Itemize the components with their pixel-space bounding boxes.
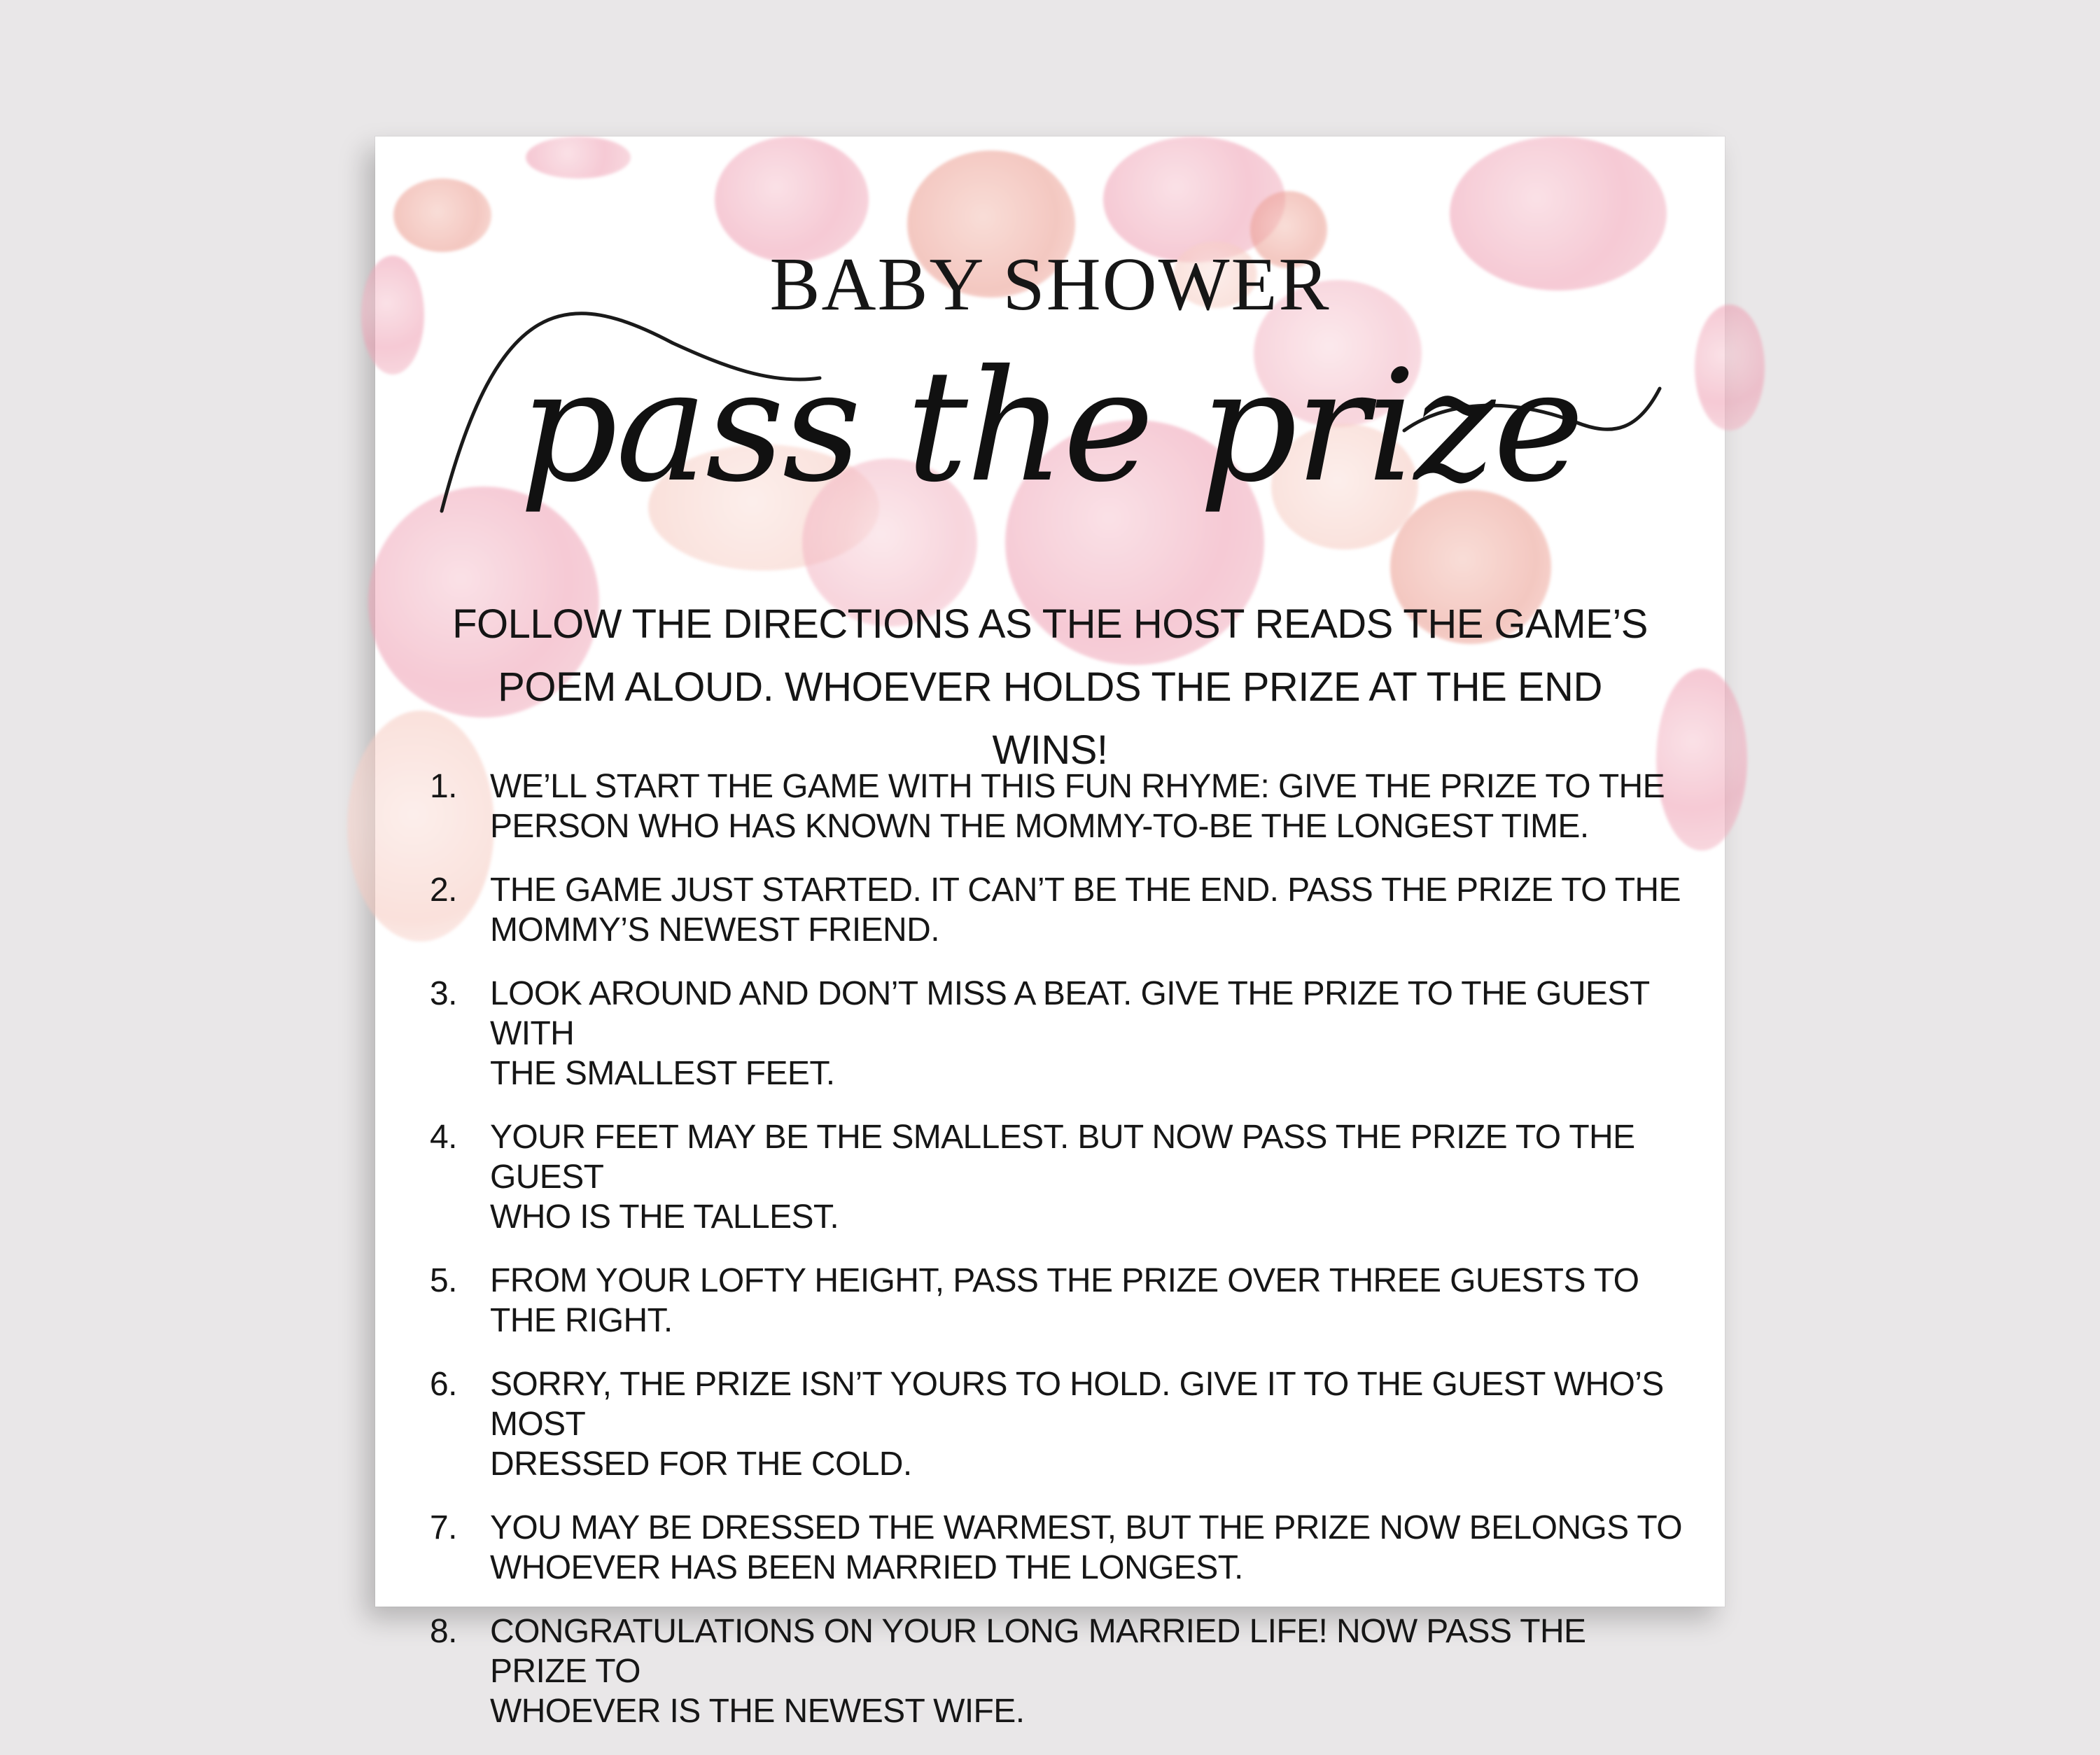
step-line: YOU MAY BE DRESSED THE WARMEST, BUT THE PRIZE NOW BELONGS TO: [490, 1509, 1682, 1546]
step-number: 2.: [430, 872, 457, 909]
step-text: [490, 974, 1683, 1093]
step-line: CONGRATULATIONS ON YOUR LONG MARRIED LIFE! NOW PASS THE PRIZE TO: [490, 1613, 1586, 1690]
step-item: [430, 1611, 1683, 1731]
step-item: [430, 1117, 1683, 1237]
step-line: WHOEVER HAS BEEN MARRIED THE LONGEST.: [490, 1549, 1243, 1586]
script-title: pass the prize: [519, 337, 1583, 516]
step-text: [490, 1611, 1683, 1731]
overline-title: BABY SHOWER: [769, 243, 1331, 326]
step-text: [490, 767, 1683, 846]
step-list: [430, 767, 1683, 1755]
game-instructions: [452, 593, 1648, 782]
card-content: [375, 137, 1725, 1730]
step-line: THE GAME JUST STARTED. IT CAN’T BE THE END. PASS THE PRIZE TO THE: [490, 872, 1681, 909]
step-number: 4.: [430, 1119, 457, 1156]
instruction-line: FOLLOW THE DIRECTIONS AS THE HOST READS THE GAME’S: [452, 601, 1648, 647]
instruction-line: POEM ALOUD. WHOEVER HOLDS THE PRIZE AT THE END WINS!: [498, 664, 1602, 773]
step-text: [490, 870, 1683, 950]
step-number: 6.: [430, 1366, 457, 1403]
script-title-wrap: [442, 312, 1660, 557]
step-text: [490, 1261, 1683, 1341]
step-item: [430, 974, 1683, 1093]
step-line: MOMMY’S NEWEST FRIEND.: [490, 911, 939, 949]
step-number: 5.: [430, 1262, 457, 1299]
step-line: THE SMALLEST FEET.: [490, 1055, 835, 1092]
step-line: WHO IS THE TALLEST.: [490, 1198, 839, 1236]
step-line: WE’LL START THE GAME WITH THIS FUN RHYME: GIVE THE PRIZE TO THE: [490, 768, 1665, 805]
step-number: 3.: [430, 975, 457, 1012]
printable-card: [375, 137, 1725, 1730]
step-text: [490, 1117, 1683, 1237]
step-line: WHOEVER IS THE NEWEST WIFE.: [490, 1693, 1025, 1730]
step-line: FROM YOUR LOFTY HEIGHT, PASS THE PRIZE OVER THREE GUESTS TO THE RIGHT.: [490, 1262, 1639, 1339]
step-item: [430, 1261, 1683, 1341]
step-item: [430, 870, 1683, 950]
step-text: [490, 1364, 1683, 1484]
step-number: 7.: [430, 1509, 457, 1546]
step-line: SORRY, THE PRIZE ISN’T YOURS TO HOLD. GIVE IT TO THE GUEST WHO’S MOST: [490, 1366, 1664, 1443]
step-item: [430, 1364, 1683, 1484]
step-item: [430, 1508, 1683, 1588]
step-number: 8.: [430, 1613, 457, 1650]
step-line: YOUR FEET MAY BE THE SMALLEST. BUT NOW PASS THE PRIZE TO THE GUEST: [490, 1119, 1635, 1196]
step-number: 1.: [430, 768, 457, 805]
step-line: PERSON WHO HAS KNOWN THE MOMMY-TO-BE THE LONGEST TIME.: [490, 808, 1589, 845]
step-text: [490, 1508, 1683, 1588]
step-item: [430, 767, 1683, 846]
step-line: LOOK AROUND AND DON’T MISS A BEAT. GIVE THE PRIZE TO THE GUEST WITH: [490, 975, 1649, 1052]
step-line: DRESSED FOR THE COLD.: [490, 1446, 912, 1483]
